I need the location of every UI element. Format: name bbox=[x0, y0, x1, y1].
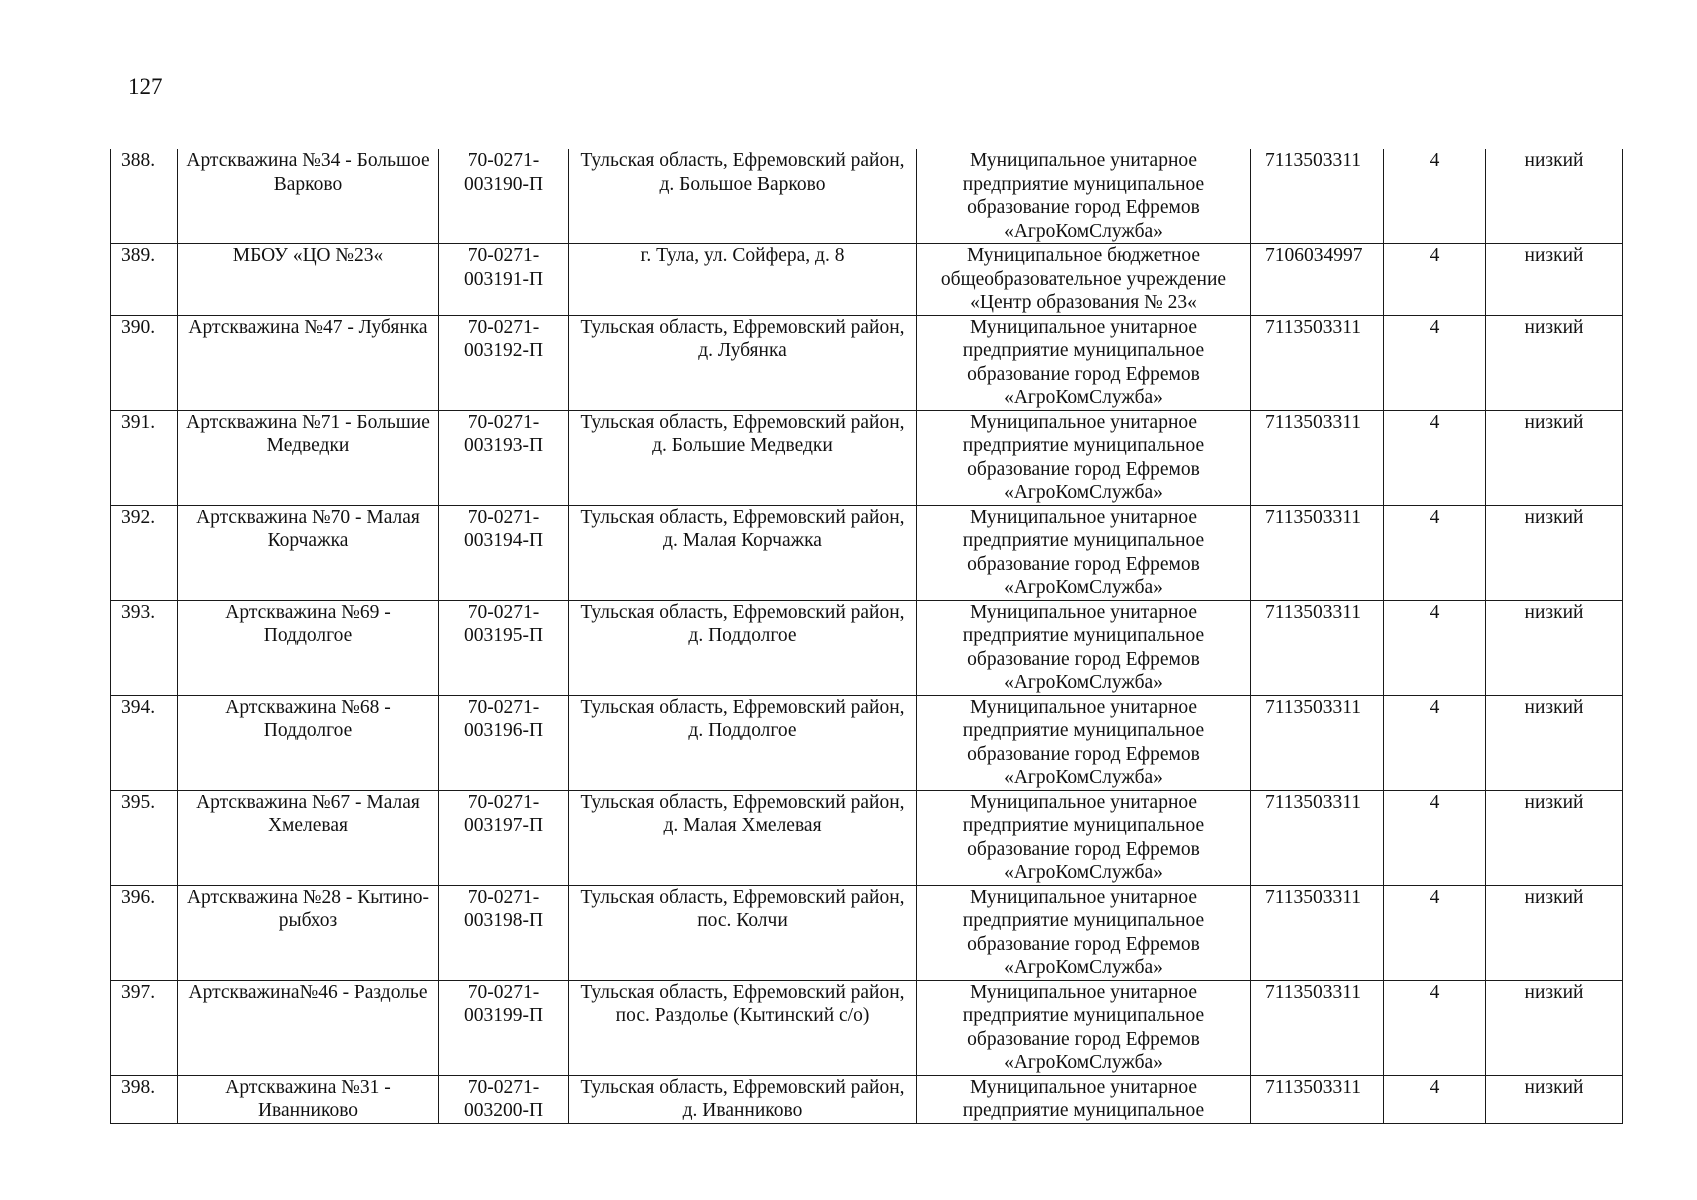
object-name-cell: Артскважина №70 - Малая Корчажка bbox=[178, 505, 439, 600]
category-cell: 4 bbox=[1384, 315, 1486, 410]
object-name-cell: Артскважина №28 - Кытино-рыбхоз bbox=[178, 885, 439, 980]
inn-cell: 7113503311 bbox=[1251, 410, 1384, 505]
registry-table-body bbox=[111, 149, 1623, 1123]
risk-level-cell: низкий bbox=[1486, 149, 1623, 244]
category-cell: 4 bbox=[1384, 410, 1486, 505]
object-name-cell: Артскважина №31 - Иванниково bbox=[178, 1075, 439, 1123]
address-cell: Тульская область, Ефремовский район, пос. Раздолье (Кытинский с/о) bbox=[569, 980, 917, 1075]
category-cell: 4 bbox=[1384, 600, 1486, 695]
organization-cell: Муниципальное унитарное предприятие муниципальное образование город Ефремов «АгроКомСлужба» bbox=[917, 980, 1251, 1075]
address-cell: Тульская область, Ефремовский район, д. Лубянка bbox=[569, 315, 917, 410]
object-code-cell: 70-0271-003197-П bbox=[439, 790, 569, 885]
row-number-cell: 391. bbox=[111, 410, 178, 505]
row-number-cell: 395. bbox=[111, 790, 178, 885]
organization-cell: Муниципальное унитарное предприятие муниципальное образование город Ефремов «АгроКомСлужба» bbox=[917, 600, 1251, 695]
object-code-cell: 70-0271-003192-П bbox=[439, 315, 569, 410]
organization-cell: Муниципальное унитарное предприятие муниципальное образование город Ефремов «АгроКомСлужба» bbox=[917, 885, 1251, 980]
risk-level-cell: низкий bbox=[1486, 695, 1623, 790]
category-cell: 4 bbox=[1384, 695, 1486, 790]
table-row bbox=[111, 1075, 1623, 1123]
address-cell: Тульская область, Ефремовский район, д. Малая Корчажка bbox=[569, 505, 917, 600]
address-cell: г. Тула, ул. Сойфера, д. 8 bbox=[569, 244, 917, 316]
table-row bbox=[111, 980, 1623, 1075]
organization-cell: Муниципальное унитарное предприятие муниципальное образование город Ефремов «АгроКомСлужба» bbox=[917, 695, 1251, 790]
risk-level-cell: низкий bbox=[1486, 410, 1623, 505]
object-name-cell: Артскважина №67 - Малая Хмелевая bbox=[178, 790, 439, 885]
category-cell: 4 bbox=[1384, 790, 1486, 885]
table-row bbox=[111, 505, 1623, 600]
risk-level-cell: низкий bbox=[1486, 600, 1623, 695]
inn-cell: 7113503311 bbox=[1251, 505, 1384, 600]
row-number-cell: 397. bbox=[111, 980, 178, 1075]
row-number-cell: 389. bbox=[111, 244, 178, 316]
address-cell: Тульская область, Ефремовский район, пос. Колчи bbox=[569, 885, 917, 980]
object-code-cell: 70-0271-003191-П bbox=[439, 244, 569, 316]
object-code-cell: 70-0271-003193-П bbox=[439, 410, 569, 505]
row-number-cell: 392. bbox=[111, 505, 178, 600]
object-name-cell: Артскважина№46 - Раздолье bbox=[178, 980, 439, 1075]
object-code-cell: 70-0271-003194-П bbox=[439, 505, 569, 600]
address-cell: Тульская область, Ефремовский район, д. Большие Медведки bbox=[569, 410, 917, 505]
table-row bbox=[111, 695, 1623, 790]
page-number: 127 bbox=[128, 74, 163, 99]
object-name-cell: Артскважина №71 - Большие Медведки bbox=[178, 410, 439, 505]
object-name-cell: Артскважина №69 - Поддолгое bbox=[178, 600, 439, 695]
inn-cell: 7113503311 bbox=[1251, 790, 1384, 885]
table-row bbox=[111, 149, 1623, 244]
inn-cell: 7106034997 bbox=[1251, 244, 1384, 316]
category-cell: 4 bbox=[1384, 1075, 1486, 1123]
object-name-cell: МБОУ «ЦО №23« bbox=[178, 244, 439, 316]
organization-cell: Муниципальное унитарное предприятие муниципальное образование город Ефремов «АгроКомСлужба» bbox=[917, 410, 1251, 505]
object-name-cell: Артскважина №34 - Большое Варково bbox=[178, 149, 439, 244]
risk-level-cell: низкий bbox=[1486, 790, 1623, 885]
inn-cell: 7113503311 bbox=[1251, 1075, 1384, 1123]
table-row bbox=[111, 244, 1623, 316]
address-cell: Тульская область, Ефремовский район, д. Поддолгое bbox=[569, 695, 917, 790]
inn-cell: 7113503311 bbox=[1251, 980, 1384, 1075]
table-row bbox=[111, 315, 1623, 410]
inn-cell: 7113503311 bbox=[1251, 600, 1384, 695]
object-code-cell: 70-0271-003200-П bbox=[439, 1075, 569, 1123]
row-number-cell: 393. bbox=[111, 600, 178, 695]
category-cell: 4 bbox=[1384, 980, 1486, 1075]
address-cell: Тульская область, Ефремовский район, д. Большое Варково bbox=[569, 149, 917, 244]
inn-cell: 7113503311 bbox=[1251, 149, 1384, 244]
registry-table bbox=[110, 149, 1623, 1124]
row-number-cell: 394. bbox=[111, 695, 178, 790]
organization-cell: Муниципальное унитарное предприятие муниципальное bbox=[917, 1075, 1251, 1123]
object-name-cell: Артскважина №68 - Поддолгое bbox=[178, 695, 439, 790]
risk-level-cell: низкий bbox=[1486, 1075, 1623, 1123]
row-number-cell: 396. bbox=[111, 885, 178, 980]
risk-level-cell: низкий bbox=[1486, 505, 1623, 600]
category-cell: 4 bbox=[1384, 149, 1486, 244]
row-number-cell: 398. bbox=[111, 1075, 178, 1123]
inn-cell: 7113503311 bbox=[1251, 695, 1384, 790]
risk-level-cell: низкий bbox=[1486, 244, 1623, 316]
risk-level-cell: низкий bbox=[1486, 315, 1623, 410]
row-number-cell: 388. bbox=[111, 149, 178, 244]
object-code-cell: 70-0271-003196-П bbox=[439, 695, 569, 790]
inn-cell: 7113503311 bbox=[1251, 885, 1384, 980]
address-cell: Тульская область, Ефремовский район, д. Малая Хмелевая bbox=[569, 790, 917, 885]
address-cell: Тульская область, Ефремовский район, д. Поддолгое bbox=[569, 600, 917, 695]
organization-cell: Муниципальное бюджетное общеобразовательное учреждение «Центр образования № 23« bbox=[917, 244, 1251, 316]
address-cell: Тульская область, Ефремовский район, д. Иванниково bbox=[569, 1075, 917, 1123]
category-cell: 4 bbox=[1384, 505, 1486, 600]
table-row bbox=[111, 410, 1623, 505]
table-row bbox=[111, 885, 1623, 980]
organization-cell: Муниципальное унитарное предприятие муниципальное образование город Ефремов «АгроКомСлужба» bbox=[917, 149, 1251, 244]
risk-level-cell: низкий bbox=[1486, 885, 1623, 980]
table-row bbox=[111, 790, 1623, 885]
category-cell: 4 bbox=[1384, 885, 1486, 980]
table-row bbox=[111, 600, 1623, 695]
object-name-cell: Артскважина №47 - Лубянка bbox=[178, 315, 439, 410]
object-code-cell: 70-0271-003195-П bbox=[439, 600, 569, 695]
row-number-cell: 390. bbox=[111, 315, 178, 410]
risk-level-cell: низкий bbox=[1486, 980, 1623, 1075]
object-code-cell: 70-0271-003190-П bbox=[439, 149, 569, 244]
organization-cell: Муниципальное унитарное предприятие муниципальное образование город Ефремов «АгроКомСлужба» bbox=[917, 790, 1251, 885]
inn-cell: 7113503311 bbox=[1251, 315, 1384, 410]
object-code-cell: 70-0271-003198-П bbox=[439, 885, 569, 980]
organization-cell: Муниципальное унитарное предприятие муниципальное образование город Ефремов «АгроКомСлужба» bbox=[917, 505, 1251, 600]
category-cell: 4 bbox=[1384, 244, 1486, 316]
object-code-cell: 70-0271-003199-П bbox=[439, 980, 569, 1075]
organization-cell: Муниципальное унитарное предприятие муниципальное образование город Ефремов «АгроКомСлужба» bbox=[917, 315, 1251, 410]
